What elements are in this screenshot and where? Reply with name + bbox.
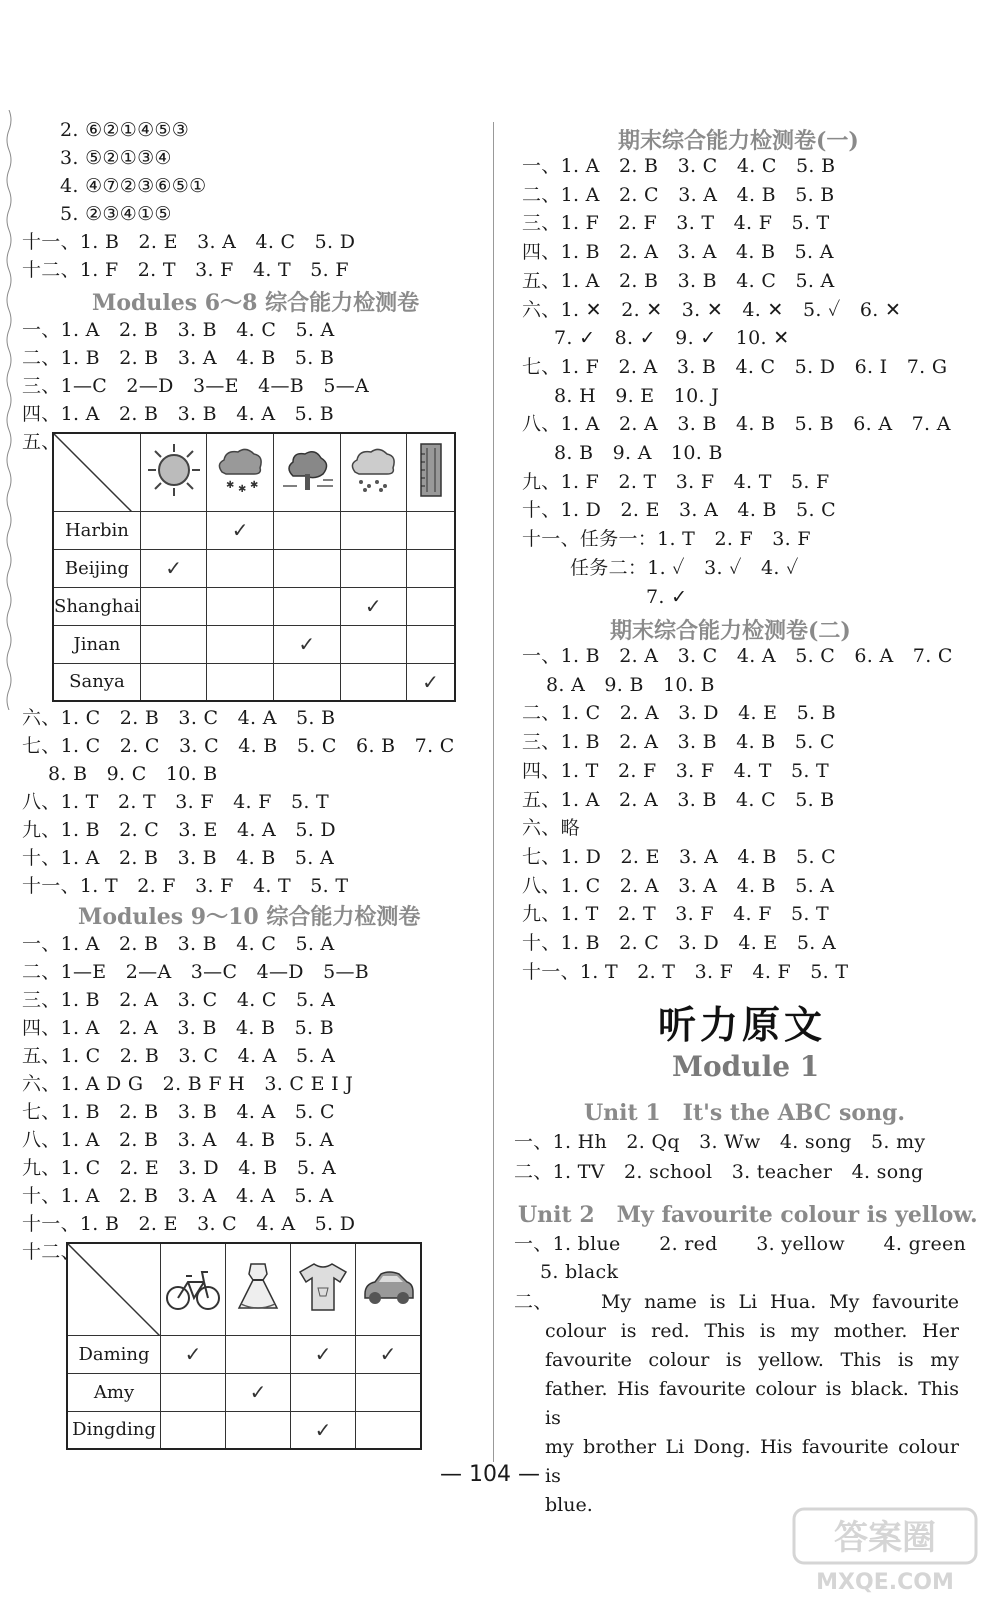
answer-line: 十、1. A 2. B 3. B 4. B 5. A xyxy=(22,847,334,869)
answer-cell xyxy=(273,663,340,701)
answer-line: 五、1. A 2. A 3. B 4. C 5. B xyxy=(522,788,835,811)
passage-line: My name is Li Hua. My favourite xyxy=(601,1291,959,1313)
bicycle-icon xyxy=(161,1243,226,1335)
answer-line: 4. ④⑦②③⑥⑤① xyxy=(60,175,207,197)
answer-cell xyxy=(273,511,340,549)
answer-cell xyxy=(407,587,455,625)
answer-cell xyxy=(340,587,407,625)
diagonal-header-cell xyxy=(53,433,140,511)
answer-cell xyxy=(407,663,455,701)
answer-cell xyxy=(355,1335,421,1373)
answer-cell xyxy=(140,587,207,625)
passage-line: my brother Li Dong. His favourite colour is xyxy=(545,1436,959,1487)
answer-cell xyxy=(407,625,455,663)
table-row xyxy=(53,663,455,701)
answer-line: 一、1. A 2. B 3. B 4. C 5. A xyxy=(22,319,335,341)
thermometer-icon xyxy=(407,433,455,511)
answer-line: 5. ②③④①⑤ xyxy=(60,203,172,225)
answer-line: 十二、1. F 2. T 3. F 4. T 5. F xyxy=(22,259,349,281)
table-row xyxy=(53,625,455,663)
answer-cell xyxy=(340,663,407,701)
answer-line: 三、1. F 2. F 3. T 4. F 5. T xyxy=(522,212,830,235)
answer-cell xyxy=(273,587,340,625)
answer-cell xyxy=(225,1411,290,1449)
answer-line: 十一、1. B 2. E 3. A 4. C 5. D xyxy=(22,231,356,253)
answer-line: 四、1. B 2. A 3. A 4. B 5. A xyxy=(522,241,834,264)
wind-tree-icon xyxy=(273,433,340,511)
answer-cell xyxy=(207,587,274,625)
answer-line: 3. ⑤②①③④ xyxy=(60,147,172,169)
table-row xyxy=(67,1411,421,1449)
row-label: Amy xyxy=(67,1373,161,1411)
check-mark-icon: ✓ xyxy=(231,518,249,542)
answer-line: 七、1. D 2. E 3. A 4. B 5. C xyxy=(522,845,836,868)
answer-cell xyxy=(355,1411,421,1449)
answer-cell xyxy=(140,625,207,663)
row-label: Daming xyxy=(67,1335,161,1373)
snow-cloud-icon xyxy=(207,433,274,511)
svg-text:✱: ✱ xyxy=(250,479,259,491)
answer-line: 8. A 9. B 10. B xyxy=(546,673,715,696)
answer-line: 三、1. B 2. A 3. C 4. C 5. A xyxy=(22,989,336,1011)
section-heading: Modules 9～10 综合能力检测卷 xyxy=(78,904,421,930)
answer-line: 三、1. B 2. A 3. B 4. B 5. C xyxy=(522,731,835,754)
answer-line: 七、1. F 2. A 3. B 4. C 5. D 6. I 7. G xyxy=(522,355,948,378)
answer-line: 8. B 9. C 10. B xyxy=(48,763,218,785)
check-mark-icon: ✓ xyxy=(314,1342,332,1366)
answer-line: 十、1. D 2. E 3. A 4. B 5. C xyxy=(522,499,836,522)
answer-cell xyxy=(290,1411,355,1449)
answer-cell xyxy=(273,625,340,663)
row-label: Harbin xyxy=(53,511,140,549)
answer-cell xyxy=(140,549,207,587)
svg-text:✱: ✱ xyxy=(226,479,235,491)
answer-line: 四、1. T 2. F 3. F 4. T 5. T xyxy=(522,759,830,782)
check-mark-icon: ✓ xyxy=(364,594,382,618)
answer-cell xyxy=(340,549,407,587)
answer-cell xyxy=(355,1373,421,1411)
answer-line: 七、1. C 2. C 3. C 4. B 5. C 6. B 7. C xyxy=(22,735,455,757)
answer-line: 八、1. A 2. B 3. A 4. B 5. A xyxy=(22,1129,334,1151)
passage-line: favourite colour is yellow. This is my xyxy=(545,1349,959,1371)
check-mark-icon: ✓ xyxy=(249,1380,267,1404)
answer-line: 五、1. A 2. B 3. B 4. C 5. A xyxy=(522,269,835,292)
answer-line: 八、1. C 2. A 3. A 4. B 5. A xyxy=(522,874,835,897)
answer-cell xyxy=(140,511,207,549)
answer-line: 一、1. A 2. B 3. B 4. C 5. A xyxy=(22,933,335,955)
page-number: — 104 — xyxy=(440,1462,540,1487)
passage-line: father. His favourite colour is black. This is xyxy=(545,1378,959,1429)
svg-text:答案圈: 答案圈 xyxy=(834,1518,936,1558)
answer-cell xyxy=(290,1335,355,1373)
passage-line: colour is red. This is my mother. Her xyxy=(545,1320,959,1342)
answer-line: 8. H 9. E 10. J xyxy=(554,384,720,407)
answer-line: 一、1. A 2. B 3. C 4. C 5. B xyxy=(522,155,836,177)
answer-line: 7. ✓ 8. ✓ 9. ✓ 10. ✕ xyxy=(554,327,790,350)
answer-line: 2. ⑥②①④⑤③ xyxy=(60,119,190,141)
watermark-logo xyxy=(790,1505,980,1595)
answer-line: 四、1. A 2. B 3. B 4. A 5. B xyxy=(22,403,334,425)
answer-cell xyxy=(161,1373,226,1411)
answer-line: 五、1. C 2. B 3. C 4. A 5. A xyxy=(22,1045,336,1067)
answer-line: 六、1. ✕ 2. ✕ 3. ✕ 4. ✕ 5. ✓ 6. ✕ xyxy=(522,298,902,321)
question-label: 五、 xyxy=(22,431,61,453)
check-mark-icon: ✓ xyxy=(379,1342,397,1366)
answer-line: 九、1. F 2. T 3. F 4. T 5. F xyxy=(522,470,830,493)
question-label: 十二、 xyxy=(22,1241,80,1263)
check-mark-icon: ✓ xyxy=(184,1342,202,1366)
answer-line: 七、1. B 2. B 3. B 4. A 5. C xyxy=(22,1101,335,1123)
section-heading: Modules 6～8 综合能力检测卷 xyxy=(92,290,420,316)
answer-cell xyxy=(273,549,340,587)
check-mark-icon: ✓ xyxy=(165,556,183,580)
answer-cell xyxy=(340,625,407,663)
answer-line: 六、1. A D G 2. B F H 3. C E I J xyxy=(22,1073,354,1095)
answer-line: 八、1. T 2. T 3. F 4. F 5. T xyxy=(22,791,330,813)
answer-line: 三、1—C 2—D 3—E 4—B 5—A xyxy=(22,375,370,397)
answer-line: 九、1. T 2. T 3. F 4. F 5. T xyxy=(522,903,830,926)
column-divider xyxy=(493,122,494,1462)
answer-cell xyxy=(207,663,274,701)
answer-cell xyxy=(407,549,455,587)
answer-cell xyxy=(407,511,455,549)
answer-line: 八、1. A 2. A 3. B 4. B 5. B 6. A 7. A xyxy=(522,413,951,436)
unit-title: Unit 2 My favourite colour is yellow. xyxy=(518,1202,978,1228)
answer-cell xyxy=(225,1373,290,1411)
check-mark-icon: ✓ xyxy=(298,632,316,656)
answer-line: 7. ✓ xyxy=(646,585,688,608)
answer-line: 二、1. A 2. C 3. A 4. B 5. B xyxy=(522,183,835,206)
answer-line: 十、1. A 2. B 3. A 4. A 5. A xyxy=(22,1185,334,1207)
rain-cloud-icon xyxy=(340,433,407,511)
answer-line: 十一、1. T 2. F 3. F 4. T 5. T xyxy=(22,875,349,897)
answer-cell xyxy=(207,625,274,663)
section-heading: 期末综合能力检测卷(一) xyxy=(618,128,859,154)
answer-line: 六、略 xyxy=(522,817,580,840)
answer-cell xyxy=(225,1335,290,1373)
svg-text:✱: ✱ xyxy=(238,483,247,495)
answer-line: 二、1. TV 2. school 3. teacher 4. song xyxy=(514,1161,924,1183)
listening-passage xyxy=(545,1288,959,1520)
car-icon xyxy=(355,1243,421,1335)
passage-line: blue. xyxy=(545,1494,593,1516)
unit-title: Unit 1 It's the ABC song. xyxy=(584,1100,906,1126)
listening-title: 听力原文 xyxy=(658,1003,827,1047)
answer-cell xyxy=(290,1373,355,1411)
answer-cell xyxy=(161,1335,226,1373)
sun-icon xyxy=(140,433,207,511)
answer-cell xyxy=(140,663,207,701)
answer-cell xyxy=(207,549,274,587)
answer-line: 8. B 9. A 10. B xyxy=(554,442,723,464)
table-row xyxy=(67,1335,421,1373)
module-title: Module 1 xyxy=(672,1050,820,1083)
answer-line: 四、1. A 2. A 3. B 4. B 5. B xyxy=(22,1017,334,1039)
check-mark-icon: ✓ xyxy=(314,1417,332,1442)
answer-line: 十一、1. T 2. T 3. F 4. F 5. T xyxy=(522,960,849,983)
answer-line: 二、1. B 2. B 3. A 4. B 5. B xyxy=(22,347,335,369)
question-label: 二、 xyxy=(514,1291,553,1313)
check-mark-icon: ✓ xyxy=(422,669,439,694)
answer-line: 5. black xyxy=(540,1261,619,1283)
table-row xyxy=(67,1373,421,1411)
row-label: Shanghai xyxy=(53,587,140,625)
diagonal-header-cell xyxy=(67,1243,161,1335)
answer-line: 十、1. B 2. C 3. D 4. E 5. A xyxy=(522,932,836,954)
answer-line: 任务二：1. ✓ 3. ✓ 4. ✓ xyxy=(570,556,799,579)
answer-line: 十一、任务一：1. T 2. F 3. F xyxy=(522,528,811,551)
row-label: Beijing xyxy=(53,549,140,587)
tshirt-icon xyxy=(290,1243,355,1335)
weather-answer-table xyxy=(52,432,456,702)
table-row xyxy=(53,511,455,549)
table-row xyxy=(53,549,455,587)
section-heading: 期末综合能力检测卷(二) xyxy=(610,618,851,644)
clothing-answer-table xyxy=(66,1242,422,1450)
row-label: Jinan xyxy=(53,625,140,663)
answer-line: 十一、1. B 2. E 3. C 4. A 5. D xyxy=(22,1213,356,1235)
answer-line: 一、1. Hh 2. Qq 3. Ww 4. song 5. my xyxy=(514,1131,926,1153)
dress-icon xyxy=(225,1243,290,1335)
answer-line: 二、1—E 2—A 3—C 4—D 5—B xyxy=(22,961,370,983)
row-label: Sanya xyxy=(53,663,140,701)
answer-line: 一、1. B 2. A 3. C 4. A 5. C 6. A 7. C xyxy=(522,645,953,667)
wavy-edge-decoration xyxy=(4,110,14,710)
svg-text:MXQE.COM: MXQE.COM xyxy=(816,1570,954,1595)
answer-line: 九、1. C 2. E 3. D 4. B 5. A xyxy=(22,1157,336,1179)
answer-cell xyxy=(161,1411,226,1449)
answer-line: 一、1. blue 2. red 3. yellow 4. green xyxy=(514,1233,967,1255)
table-row xyxy=(53,587,455,625)
answer-cell xyxy=(207,511,274,549)
answer-line: 六、1. C 2. B 3. C 4. A 5. B xyxy=(22,707,336,729)
row-label: Dingding xyxy=(67,1411,161,1449)
answer-cell xyxy=(340,511,407,549)
answer-line: 二、1. C 2. A 3. D 4. E 5. B xyxy=(522,702,836,725)
answer-line: 九、1. B 2. C 3. E 4. A 5. D xyxy=(22,819,336,841)
